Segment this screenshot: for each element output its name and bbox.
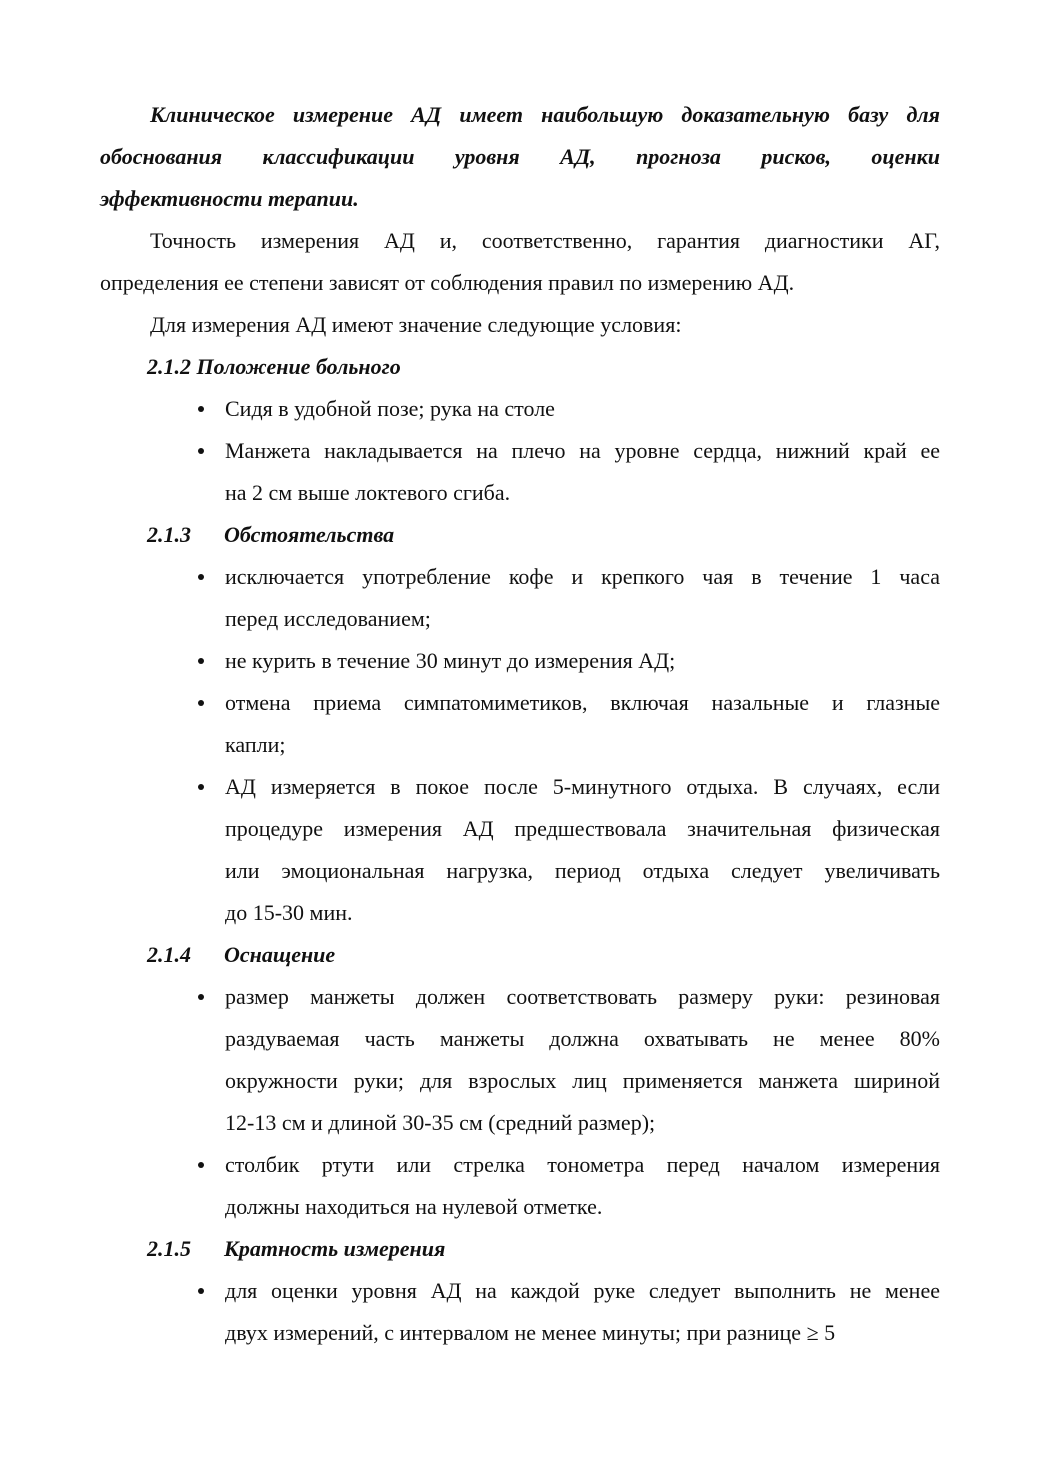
bullet-list-2-1-2 — [100, 388, 940, 514]
document-page — [100, 94, 940, 1354]
list-item — [100, 1144, 940, 1228]
intro-bold-line-3: эффективности терапии. — [100, 186, 359, 211]
list-item — [100, 430, 940, 514]
list-item-line: или эмоциональная нагрузка, период отдыха следует увеличивать — [225, 858, 940, 883]
bullet-list-2-1-3 — [100, 556, 940, 934]
list-item-line: размер манжеты должен соответствовать размеру руки: резиновая — [225, 984, 940, 1009]
list-item-line: отмена приема симпатомиметиков, включая назальные и глазные — [225, 690, 940, 715]
section-number: 2.1.4 — [147, 942, 191, 967]
list-item-line: раздуваемая часть манжеты должна охватывать не менее 80% — [225, 1026, 940, 1051]
list-item-line: двух измерений, с интервалом не менее минуты; при разнице ≥ 5 — [225, 1320, 836, 1345]
section-heading-2-1-5 — [147, 1228, 940, 1270]
list-item — [100, 1270, 940, 1354]
list-item-line: на 2 см выше локтевого сгиба. — [225, 480, 511, 505]
section-heading-2-1-2 — [147, 346, 940, 388]
list-item-line: Сидя в удобной позе; рука на столе — [225, 396, 555, 421]
accuracy-line-1: Точность измерения АД и, соответственно, гарантия диагностики АГ, — [150, 228, 940, 253]
list-item — [100, 388, 940, 430]
section-heading-2-1-4 — [147, 934, 940, 976]
list-item-line: процедуре измерения АД предшествовала значительная физическая — [225, 816, 940, 841]
list-item-line: до 15-30 мин. — [225, 900, 353, 925]
list-item-line: для оценки уровня АД на каждой руке следует выполнить не менее — [225, 1278, 940, 1303]
section-number: 2.1.5 — [147, 1236, 191, 1261]
intro-bold-line-1: Клиническое измерение АД имеет наибольшую доказательную базу для — [150, 102, 940, 127]
section-title: Оснащение — [224, 942, 336, 967]
section-title: Кратность измерения — [224, 1236, 446, 1261]
list-item-line: столбик ртути или стрелка тонометра перед началом измерения — [225, 1152, 940, 1177]
list-item — [100, 766, 940, 934]
list-item — [100, 556, 940, 640]
section-title: Обстоятельства — [224, 522, 395, 547]
list-item-line: капли; — [225, 732, 286, 757]
list-item-line: не курить в течение 30 минут до измерения АД; — [225, 648, 676, 673]
list-item — [100, 640, 940, 682]
list-item — [100, 976, 940, 1144]
list-item-line: 12-13 см и длиной 30-35 см (средний размер); — [225, 1110, 656, 1135]
list-item-line: окружности руки; для взрослых лиц применяется манжета шириной — [225, 1068, 940, 1093]
list-item-line: Манжета накладывается на плечо на уровне сердца, нижний край ее — [225, 438, 940, 463]
conditions-intro: Для измерения АД имеют значение следующие условия: — [150, 312, 682, 337]
bullet-list-2-1-5 — [100, 1270, 940, 1354]
section-heading-2-1-3 — [147, 514, 940, 556]
accuracy-line-2: определения ее степени зависят от соблюдения правил по измерению АД. — [100, 270, 795, 295]
list-item — [100, 682, 940, 766]
section-number: 2.1.3 — [147, 522, 191, 547]
list-item-line: АД измеряется в покое после 5-минутного отдыха. В случаях, если — [225, 774, 940, 799]
section-title: 2.1.2 Положение больного — [147, 354, 401, 379]
bullet-list-2-1-4 — [100, 976, 940, 1228]
list-item-line: исключается употребление кофе и крепкого чая в течение 1 часа — [225, 564, 940, 589]
list-item-line: перед исследованием; — [225, 606, 431, 631]
intro-bold-line-2: обоснования классификации уровня АД, прогноза рисков, оценки — [100, 144, 940, 169]
list-item-line: должны находиться на нулевой отметке. — [225, 1194, 603, 1219]
